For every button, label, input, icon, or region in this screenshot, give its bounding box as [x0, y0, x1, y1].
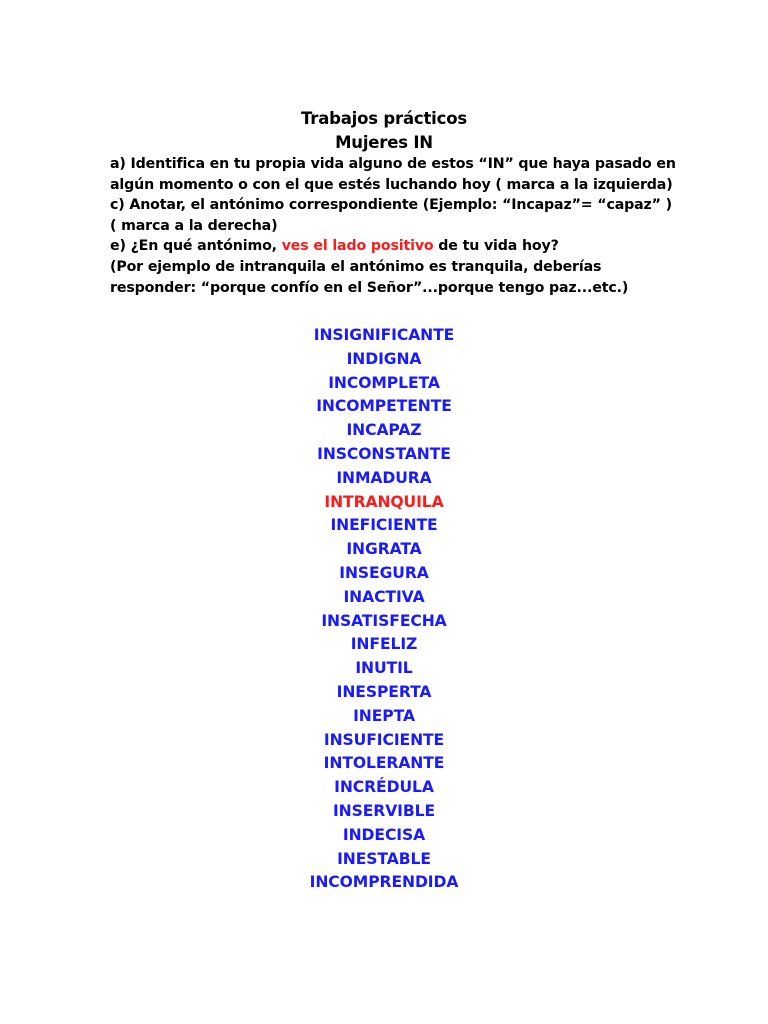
word-item-intranquila: INTRANQUILA	[324, 492, 444, 511]
word-item-inutil: INUTIL	[355, 659, 413, 678]
word-item-inepta: INEPTA	[353, 706, 415, 725]
instruction-line-a2: algún momento o con el que estés luchando hoy ( marca a la izquierda)	[110, 176, 673, 193]
instruction-line-e	[110, 236, 670, 257]
instruction-line-c1: c) Anotar, el antónimo correspondiente (Ejemplo: “Incapaz”= “capaz” )	[110, 197, 672, 214]
instruction-line-a1: a) Identifica en tu propia vida alguno de estos “IN” que haya pasado en	[110, 156, 676, 172]
instruction-e-before: e) ¿En qué antónimo,	[110, 238, 282, 255]
word-item-incrédula: INCRÉDULA	[334, 778, 434, 797]
word-item-insignificante: INSIGNIFICANTE	[313, 326, 455, 344]
word-item-inmadura: INMADURA	[336, 468, 432, 487]
word-item-indecisa: INDECISA	[342, 825, 426, 844]
word-item-ineficiente: INEFICIENTE	[330, 516, 438, 535]
instruction-line-example1: (Por ejemplo de intranquila el antónimo es tranquila, deberías	[110, 258, 602, 275]
word-item-incapaz: INCAPAZ	[346, 421, 422, 440]
word-item-inesperta: INESPERTA	[336, 682, 432, 701]
instruction-e-after: de tu vida hoy?	[433, 238, 559, 255]
word-item-intolerante: INTOLERANTE	[323, 754, 445, 773]
word-item-inestable: INESTABLE	[337, 849, 431, 868]
word-item-ingrata: INGRATA	[346, 540, 422, 559]
word-item-incompetente: INCOMPETENTE	[316, 397, 452, 416]
word-item-insatisfecha: INSATISFECHA	[321, 611, 447, 630]
word-item-inactiva: INACTIVA	[343, 587, 425, 606]
word-item-indigna: INDIGNA	[346, 349, 422, 368]
word-item-insconstante: INSCONSTANTE	[317, 444, 451, 463]
document-title: Trabajos prácticos	[301, 109, 467, 128]
word-item-insuficiente: INSUFICIENTE	[323, 730, 445, 749]
word-item-insegura: INSEGURA	[339, 563, 429, 582]
word-list	[0, 324, 768, 895]
instruction-e-highlight: ves el lado positivo	[281, 238, 434, 255]
word-item-infeliz: INFELIZ	[350, 635, 418, 654]
word-item-incomprendida: INCOMPRENDIDA	[309, 873, 459, 892]
document-subtitle: Mujeres IN	[335, 133, 433, 152]
instruction-line-c2: ( marca a la derecha)	[110, 217, 278, 234]
instructions-block	[110, 154, 676, 298]
word-item-inservible: INSERVIBLE	[332, 801, 436, 820]
word-item-incompleta: INCOMPLETA	[328, 373, 440, 392]
instruction-line-example2: responder: “porque confío en el Señor”...porque tengo paz...etc.)	[110, 279, 629, 296]
